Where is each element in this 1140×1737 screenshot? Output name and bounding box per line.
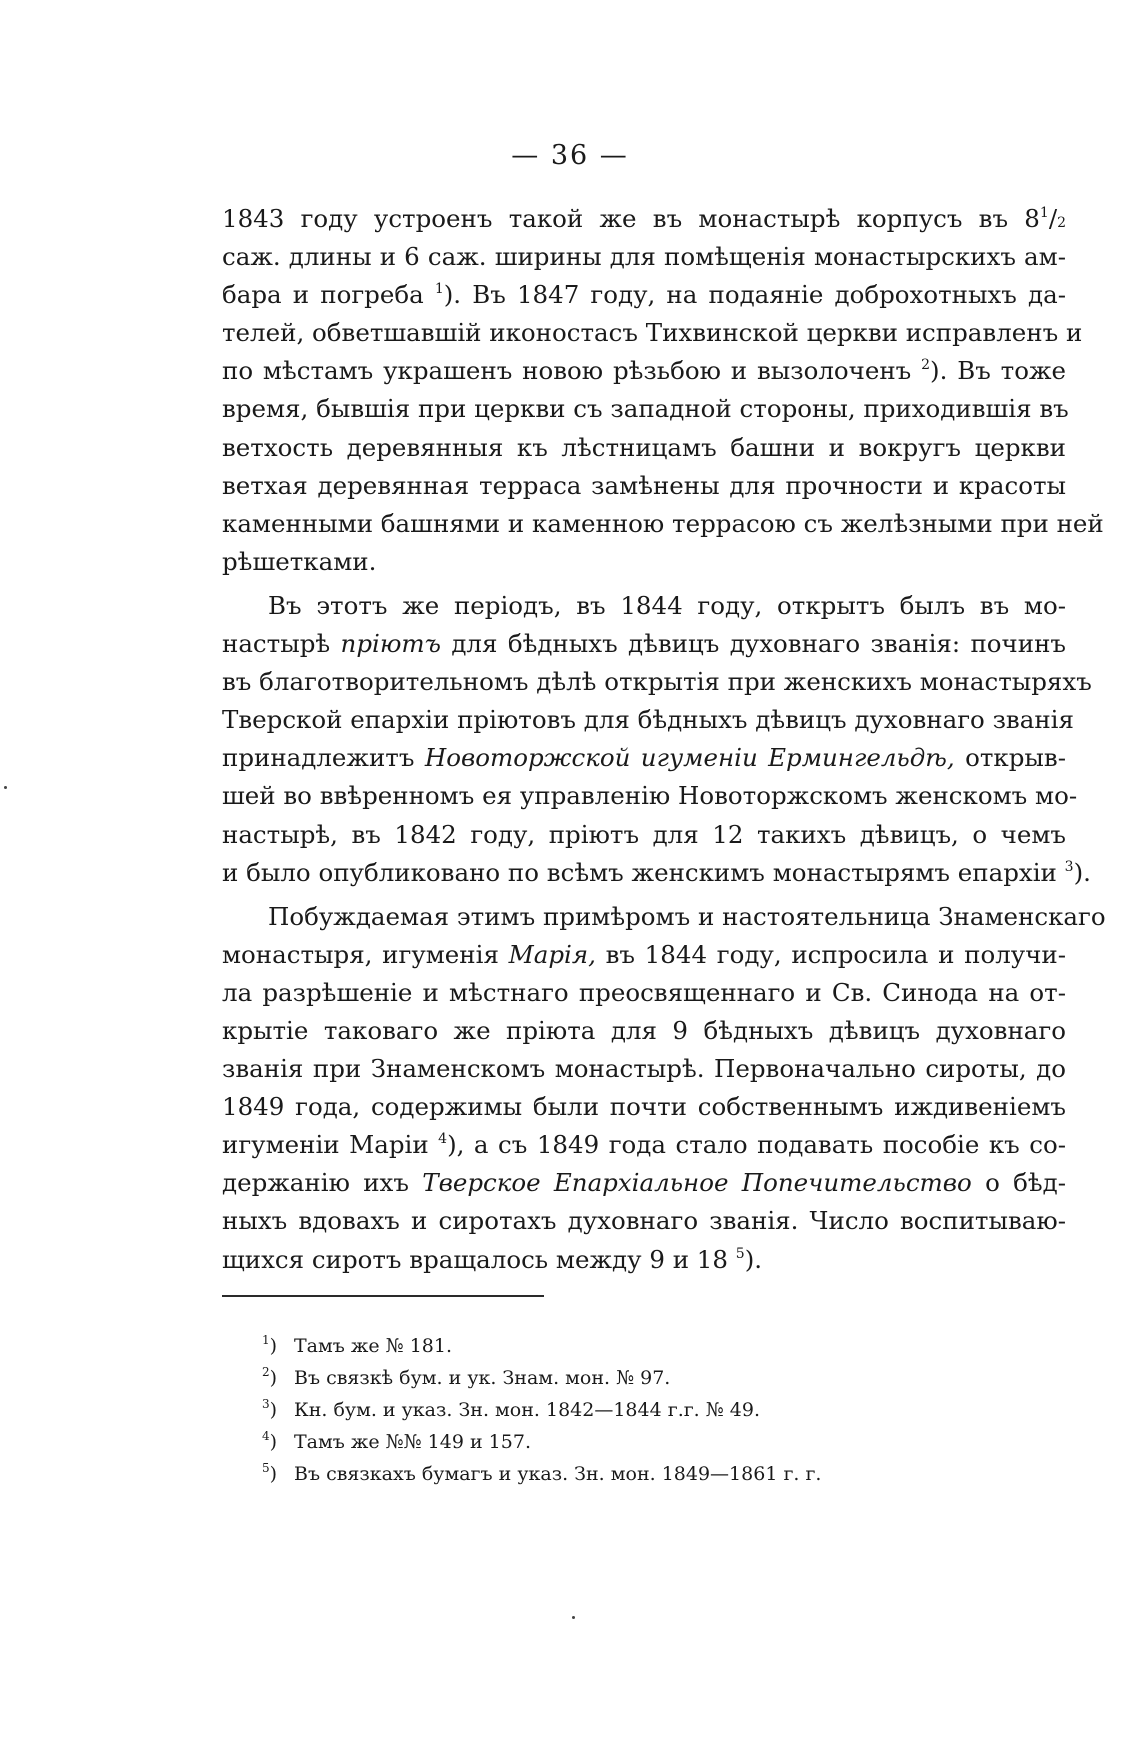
text-run: каменными башнями и каменною террасою съ желѣзными при ней	[222, 508, 1104, 538]
text-line	[222, 854, 1091, 892]
text-line	[222, 974, 1066, 1012]
text-line	[222, 467, 1066, 505]
text-line	[222, 1012, 1066, 1050]
footnote-mark	[262, 1394, 294, 1426]
scan-speck	[4, 786, 7, 789]
text-run: монастыря, игуменія	[222, 939, 509, 969]
text-run: ). Въ 1847 году, на подаяніе доброхотныхъ да-	[443, 280, 1066, 310]
page-number: — 36 —	[511, 140, 629, 171]
emphasized-text: Тверское Епархіальное Попечительство	[422, 1168, 972, 1198]
text-run: 1843 году устроенъ такой же въ монастырѣ корпусъ въ 8	[222, 204, 1040, 233]
text-run: ветхость деревянныя къ лѣстницамъ башни и вокругъ церкви	[222, 432, 1066, 462]
footnote-paren: )	[269, 1367, 278, 1389]
text-line	[222, 1088, 1066, 1126]
text-line	[222, 1241, 1066, 1279]
text-run: для бѣдныхъ дѣвицъ духовнаго званія: починъ	[440, 629, 1066, 659]
footnote	[262, 1394, 962, 1426]
text-line	[222, 625, 1066, 663]
footnote-number: 3	[262, 1397, 270, 1411]
footnote-divider	[222, 1295, 544, 1297]
text-line	[222, 276, 1066, 314]
text-line	[222, 543, 1066, 581]
footnote-paren: )	[269, 1431, 278, 1453]
text-line	[222, 777, 1078, 815]
paragraph	[222, 200, 1104, 581]
text-line	[222, 429, 1066, 467]
text-run: въ 1844 году, испросила и получи-	[595, 939, 1067, 969]
emphasized-text: Новоторжской игуменіи Ермингельдѣ,	[424, 743, 955, 773]
emphasized-text: Марія,	[508, 939, 596, 969]
text-run: саж. длины и 6 саж. ширины для помѣщенія монастырскихъ ам-	[222, 242, 1066, 272]
text-run: щихся сиротъ вращалось между 9 и 18	[222, 1244, 736, 1274]
footnote-mark	[262, 1426, 294, 1458]
text-run: крытіе таковаго же пріюта для 9 бѣдныхъ дѣвицъ духовнаго	[222, 1015, 1066, 1045]
paragraph	[222, 898, 1106, 1279]
footnote-paren: )	[269, 1335, 278, 1357]
text-line	[222, 936, 1066, 974]
footnote-reference: 2	[921, 357, 931, 374]
text-run: /	[1048, 204, 1058, 233]
text-line	[222, 663, 1092, 701]
footnote-text: Тамъ же №№ 149 и 157.	[294, 1431, 531, 1453]
footnote-text: Въ связкѣ бум. и ук. Знам. мон. № 97.	[294, 1367, 671, 1389]
text-run: ветхая деревянная терраса замѣнены для прочности и красоты	[222, 470, 1066, 500]
emphasized-text: пріютъ	[340, 629, 441, 659]
footnote	[262, 1458, 962, 1490]
text-run: ), а съ 1849 года стало подавать пособіе къ со-	[447, 1130, 1067, 1160]
scan-speck	[572, 1616, 575, 1619]
body-text	[222, 200, 1106, 1279]
text-line	[222, 816, 1066, 854]
text-line	[222, 701, 1074, 739]
footnote-mark	[262, 1362, 294, 1394]
text-run: ).	[744, 1244, 763, 1274]
text-run: званія при Знаменскомъ монастырѣ. Первоначально сироты, до	[222, 1054, 1066, 1084]
footnote-number: 4	[262, 1429, 270, 1443]
footnote	[262, 1426, 962, 1458]
text-line	[222, 390, 1069, 428]
text-line	[222, 200, 1066, 238]
text-run: ).	[1073, 857, 1091, 887]
text-run: Въ этотъ же періодъ, въ 1844 году, открытъ былъ въ мо-	[268, 590, 1066, 620]
text-line	[222, 1202, 1066, 1240]
footnote-paren: )	[269, 1463, 278, 1485]
text-run: 1849 года, содержимы были почти собственнымъ иждивеніемъ	[222, 1092, 1066, 1122]
footnote-mark	[262, 1330, 294, 1362]
text-run: открыв-	[954, 743, 1066, 773]
text-run: настырѣ	[222, 629, 341, 659]
footnote-reference: 1	[434, 281, 444, 298]
footnote-mark	[262, 1458, 294, 1490]
text-line	[222, 739, 1066, 777]
text-line	[222, 238, 1066, 276]
text-run: принадлежитъ	[222, 743, 425, 773]
text-line	[222, 1050, 1066, 1088]
footnote-text: Кн. бум. и указ. Зн. мон. 1842—1844 г.г. № 49.	[294, 1399, 761, 1421]
text-run: ). Въ тоже	[930, 356, 1066, 386]
footnote	[262, 1362, 962, 1394]
text-run: по мѣстамъ украшенъ новою рѣзьбою и вызолоченъ	[222, 356, 922, 386]
text-run: настырѣ, въ 1842 году, пріютъ для 12 такихъ дѣвицъ, о чемъ	[222, 819, 1066, 849]
text-run: и было опубликовано по всѣмъ женскимъ монастырямъ епархіи	[222, 857, 1065, 887]
footnote-reference: 5	[735, 1245, 745, 1262]
text-run: рѣшетками.	[222, 546, 377, 576]
text-run: игуменіи Маріи	[222, 1130, 439, 1160]
footnote-text: Тамъ же № 181.	[294, 1335, 452, 1357]
footnote-number: 1	[262, 1333, 270, 1347]
text-line	[222, 505, 1104, 543]
text-run: телей, обветшавшій иконостасъ Тихвинской церкви исправленъ и	[222, 318, 1083, 348]
text-line	[222, 352, 1066, 390]
text-run: шей во ввѣренномъ ея управленію Новоторжскомъ женскомъ мо-	[222, 781, 1078, 811]
text-run: Побуждаемая этимъ примѣромъ и настоятельница Знаменскаго	[268, 901, 1106, 931]
footnote-reference: 4	[438, 1131, 448, 1148]
text-run: Тверской епархіи пріютовъ для бѣдныхъ дѣвицъ духовнаго званія	[222, 705, 1074, 735]
fraction-denominator: 2	[1057, 215, 1066, 231]
text-run: держанію ихъ	[222, 1168, 423, 1198]
text-line	[222, 1164, 1066, 1202]
footnote	[262, 1330, 962, 1362]
text-run: время, бывшія при церкви съ западной стороны, приходившія въ	[222, 394, 1069, 424]
text-line	[222, 898, 1106, 936]
text-line	[222, 314, 1083, 352]
text-run: ныхъ вдовахъ и сиротахъ духовнаго званія. Число воспитываю-	[222, 1206, 1066, 1236]
text-run: о бѣд-	[971, 1168, 1067, 1198]
text-run: ла разрѣшеніе и мѣстнаго преосвященнаго и Св. Синода на от-	[222, 977, 1066, 1007]
footnote-reference: 1	[1039, 205, 1049, 221]
footnote-number: 5	[262, 1461, 270, 1475]
footnote-reference: 3	[1064, 858, 1074, 875]
footnote-paren: )	[269, 1399, 278, 1421]
text-line	[222, 1126, 1066, 1164]
footnotes	[262, 1330, 962, 1490]
text-run: бара и погреба	[222, 280, 435, 310]
text-line	[222, 587, 1066, 625]
text-run: въ благотворительномъ дѣлѣ открытія при женскихъ монастыряхъ	[222, 667, 1092, 697]
footnote-number: 2	[262, 1365, 270, 1379]
footnote-text: Въ связкахъ бумагъ и указ. Зн. мон. 1849—1861 г. г.	[294, 1463, 822, 1485]
paragraph	[222, 587, 1092, 892]
